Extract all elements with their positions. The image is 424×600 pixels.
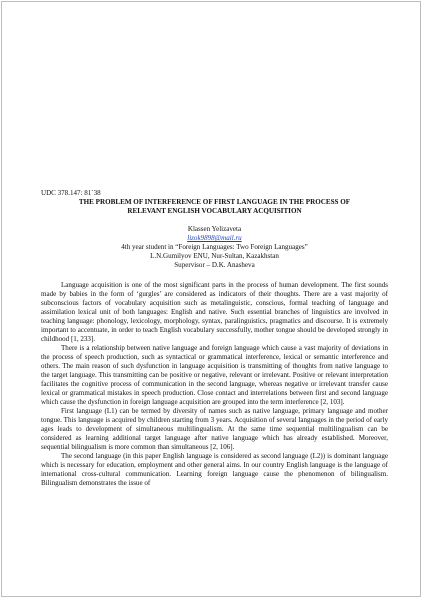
udc-code: UDC 378.147: 81`38 <box>41 189 101 197</box>
paper-title <box>41 198 388 216</box>
paragraph-2: There is a relationship between native language and foreign language which cause a vast majority of deviations in the process of speech production, such as syntactical or grammatical interference, lexical or semantic interference and others. The main reason of such dysfunction in language acquisition is transmitting of thoughts from native language to the target language. This transmitting can be positive or negative, relevant or irrelevant. Positive or relevant interpretation facilitates the cognitive process of communication in the second language, whereas negative or irrelevant transfer cause lexical or grammatical mistakes in speech production. Close contact and interrelations between first and second language which cause the dysfunction in foreign language acquisition are grouped into the term interference [2, 103]. <box>41 343 388 406</box>
title-line-1: THE PROBLEM OF INTERFERENCE OF FIRST LANGUAGE IN THE PROCESS OF <box>78 198 351 207</box>
author-block <box>41 225 388 270</box>
paper-content <box>41 189 388 488</box>
title-line-2: RELEVANT ENGLISH VOCABULARY ACQUISITION <box>127 207 302 216</box>
author-university: L.N.Gumilyov ENU, Nur-Sultan, Kazakhstan <box>150 252 279 261</box>
paragraph-3: First language (L1) can be termed by diversity of names such as native language, primary language and mother tongue. This language is acquired by children starting from 3 years. Acquisition of several languages in the period of early ages leads to development of simultaneous multilingualism. At the same time sequential multilingualism can be considered as learning additional target language after native language which has already established. Moreover, sequential bilingualism is more common than simultaneous [2, 106]. <box>41 406 388 451</box>
author-name: Klassen Yelizaveta <box>187 225 242 234</box>
page-frame <box>1 1 421 597</box>
author-supervisor: Supervisor – D.K. Anasheva <box>174 261 255 270</box>
author-position: 4th year student in “Foreign Languages: Two Foreign Languages” <box>121 243 308 252</box>
body-text <box>41 281 388 488</box>
paragraph-4: The second language (in this paper English language is considered as second language (L2)) is dominant language which is necessary for education, employment and other general aims. In our country English language is the language of international cross-cultural communication. Learning foreign language cause the phenomenon of bilingualism. Bilingualism demonstrates the issue of <box>41 451 388 487</box>
author-email-link[interactable]: lizok9898@mail.ru <box>187 234 242 243</box>
paragraph-1: Language acquisition is one of the most significant parts in the process of human development. The first sounds made by babies in the form of ‘gurgles’ are considered as indicators of their thoughts. There are a vast majority of subconscious factors of vocabulary acquisition such as metalinguistic, conscious, formal teaching of language and assimilation lexical unit of both languages: English and native. Such essential branches of linguistics are involved in teaching language: phonology, lexicology, morphology, syntax, paralinguistics, pragmatics and discourse. It is extremely important to accentuate, in order to teach English vocabulary successfully, mother tongue should be developed strongly in childhood [1, 233]. <box>41 280 388 343</box>
